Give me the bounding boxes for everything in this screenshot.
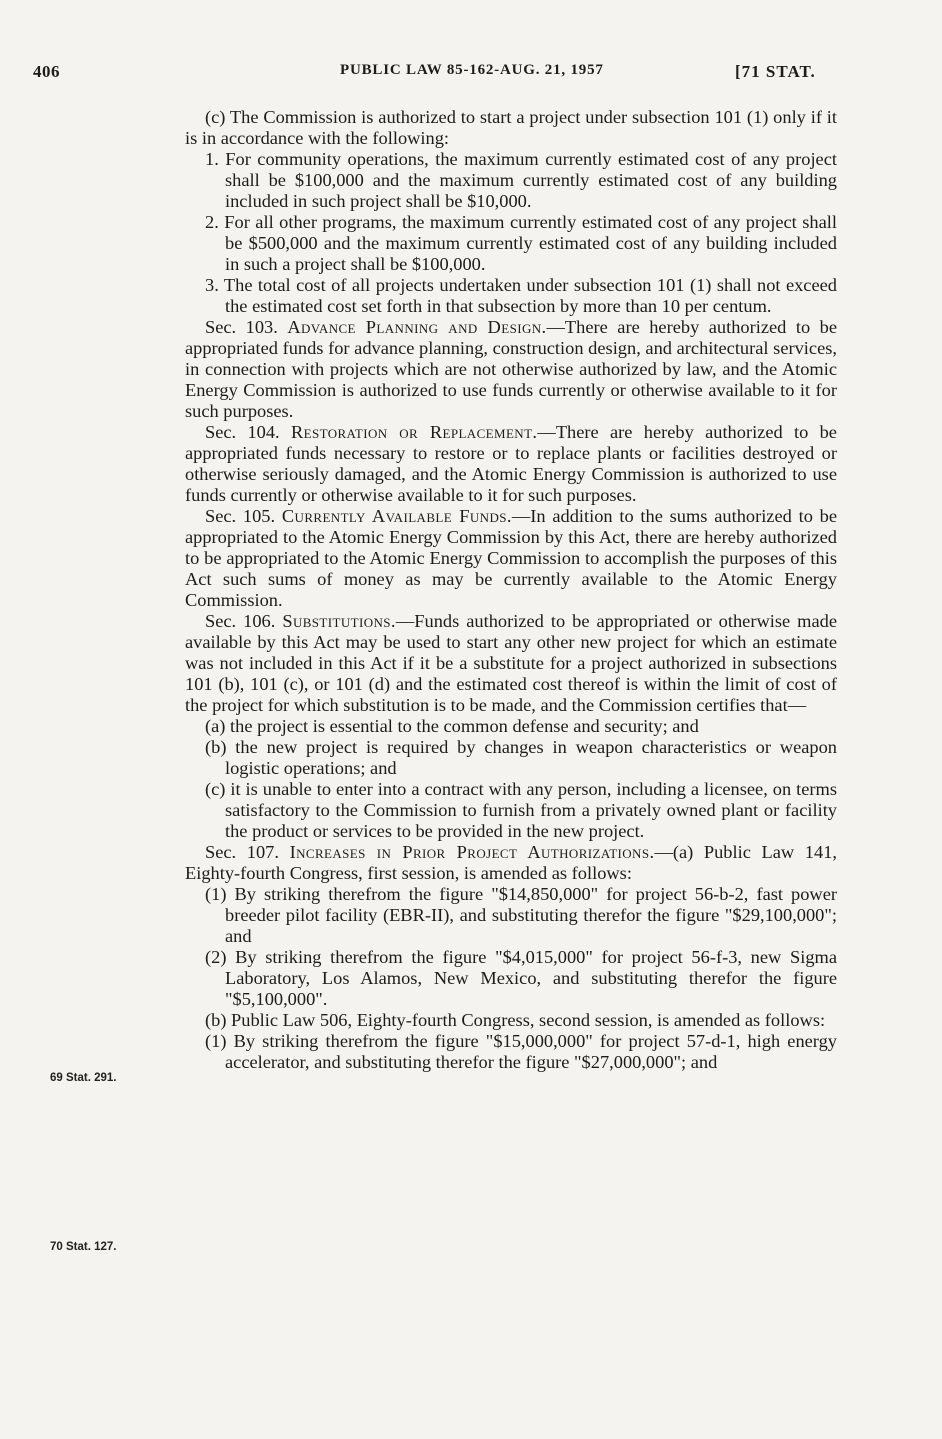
- section-103-heading: Advance Planning and Design.: [287, 317, 547, 337]
- section-107-heading: Increases in Prior Project Authorizations.: [289, 842, 655, 862]
- page-header: [0, 62, 942, 86]
- section-106-label: Sec. 106.: [205, 611, 276, 631]
- page-number: 406: [33, 62, 60, 81]
- section-104-text: —There are hereby authorized to be appropriated funds necessary to restore or to replace plants or facilities destroyed or otherwise seriously damaged, and the Atomic Energy Commission is authorized to use funds currently or otherwise available to it for such purposes.: [185, 422, 837, 505]
- section-104-label: Sec. 104.: [205, 422, 280, 442]
- list-item-1: 1. For community operations, the maximum currently estimated cost of any project shall be $100,000 and the maximum currently estimated cost of any building included in such project shall be $10,000.: [205, 149, 837, 211]
- margin-note-70-stat: 70 Stat. 127.: [50, 1241, 117, 1253]
- list-item-2: 2. For all other programs, the maximum currently estimated cost of any project shall be $500,000 and the maximum currently estimated cost of any building included in such a project shall be $100,000.: [205, 212, 837, 274]
- section-104-heading: Restoration or Replacement.: [290, 422, 538, 442]
- section-107-b: (b) Public Law 506, Eighty-fourth Congress, second session, is amended as follows:: [205, 1010, 826, 1030]
- list-item-3: 3. The total cost of all projects undertaken under subsection 101 (1) shall not exceed the estimated cost set forth in that subsection by more than 10 per centum.: [205, 275, 837, 316]
- section-107: [185, 842, 837, 884]
- section-103-label: Sec. 103.: [205, 317, 278, 337]
- statute-reference: [71 STAT.: [735, 62, 816, 81]
- paragraph-c: (c) The Commission is authorized to start a project under subsection 101 (1) only if it is in accordance with the following:: [185, 107, 837, 148]
- margin-note-69-stat: 69 Stat. 291.: [50, 1072, 117, 1084]
- section-106-clause-c: (c) it is unable to enter into a contract with any person, including a licensee, on terms satisfactory to the Commission to furnish from a privately owned plant or facility the product or services to be provided in the new project.: [205, 779, 837, 841]
- section-103-text: —There are hereby authorized to be appropriated funds for advance planning, construction design, and architectural services, in connection with projects which are not otherwise authorized by law, and the Atomic Energy Commission is authorized to use funds currently or otherwise available to it for such purposes.: [185, 317, 837, 421]
- section-107-label: Sec. 107.: [205, 842, 279, 862]
- section-106: [185, 611, 837, 716]
- section-105-text: —In addition to the sums authorized to be appropriated to the Atomic Energy Commission by this Act, there are hereby authorized to be appropriated to the Atomic Energy Commission to accomplish the purposes of this Act such sums of money as may be currently available to the Atomic Energy Commission.: [185, 506, 838, 610]
- section-106-clause-a: (a) the project is essential to the common defense and security; and: [205, 716, 699, 736]
- section-107-a-1: (1) By striking therefrom the figure "$14,850,000" for project 56-b-2, fast power breeder pilot facility (EBR-II), and substituting therefor the figure "$29,100,000"; and: [205, 884, 837, 946]
- section-107-b-1: (1) By striking therefrom the figure "$15,000,000" for project 57-d-1, high energy accelerator, and substituting therefor the figure "$27,000,000"; and: [205, 1031, 837, 1072]
- section-105: [185, 506, 837, 611]
- running-head: PUBLIC LAW 85-162-AUG. 21, 1957: [340, 62, 604, 78]
- section-103: [185, 317, 837, 422]
- section-105-heading: Currently Available Funds.: [281, 506, 512, 526]
- section-107-a-2: (2) By striking therefrom the figure "$4,015,000" for project 56-f-3, new Sigma Laboratory, Los Alamos, New Mexico, and substituting therefor the figure "$5,100,000".: [205, 947, 837, 1009]
- section-104: [185, 422, 837, 506]
- document-body: [185, 107, 837, 1073]
- section-106-clause-b: (b) the new project is required by changes in weapon characteristics or weapon logistic operations; and: [205, 737, 837, 778]
- section-105-label: Sec. 105.: [205, 506, 276, 526]
- section-106-text: —Funds authorized to be appropriated or otherwise made available by this Act may be used to start any other new project for which an estimate was not included in this Act if it be a substitute for a project authorized in subsections 101 (b), 101 (c), or 101 (d) and the estimated cost thereof is within the limit of cost of the project for which substitution is to be made, and the Commission certifies that—: [185, 611, 837, 715]
- section-107-text: —(a) Public Law 141, Eighty-fourth Congress, first session, is amended as follows:: [185, 842, 837, 883]
- section-106-heading: Substitutions.: [282, 611, 396, 631]
